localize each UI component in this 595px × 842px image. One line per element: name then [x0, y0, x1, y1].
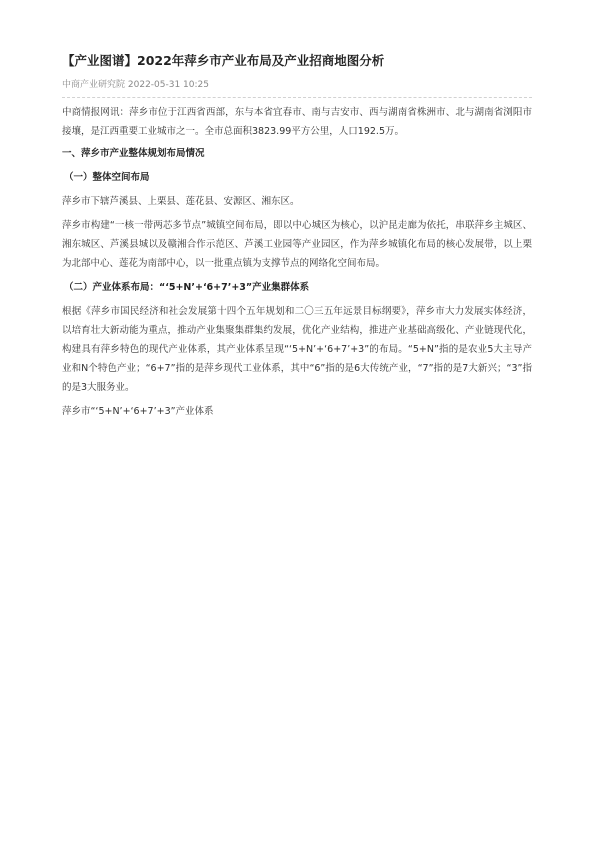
spatial-layout-paragraph: 萍乡市构建“一核一带两芯多节点”城镇空间布局，即以中心城区为核心，以沪昆走廊为依托，串联萍乡主城区、湘东城区、芦溪县城以及赣湘合作示范区、芦溪工业园等产业园区，作为萍乡城镇化布局的核心发展带，以上栗为北部中心、莲花为南部中心，以一批重点镇为支撑节点的网络化空间布局。 — [62, 220, 532, 269]
article-date: 2022-05-31 10:25 — [127, 80, 209, 90]
industry-system-caption: 萍乡市“‘5+N’+‘6+7’+3”产业体系 — [62, 406, 214, 417]
section-heading-overall-layout: 一、萍乡市产业整体规划布局情况 — [62, 148, 205, 159]
article-meta — [62, 79, 532, 92]
article — [62, 52, 532, 421]
article-source: 中商产业研究院 — [62, 80, 126, 90]
intro-paragraph: 中商情报网讯：萍乡市位于江西省西部，东与本省宜春市、南与吉安市、西与湖南省株洲市、北与湖南省浏阳市接壤，是江西重要工业城市之一。全市总面积3823.99平方公里，人口192.5万。 — [62, 107, 532, 137]
article-title: 【产业图谱】2022年萍乡市产业布局及产业招商地图分析 — [62, 53, 385, 68]
industry-system-paragraph: 根据《萍乡市国民经济和社会发展第十四个五年规划和二〇三五年远景目标纲要》，萍乡市大力发展实体经济，以培育壮大新动能为重点，推动产业集聚集群集约发展，优化产业结构，推进产业基础高级化、产业链现代化，构建具有萍乡特色的现代产业体系，其产业体系呈现“‘5+N’+‘6+7’+3”的布局。“5+N”指的是农业5大主导产业和N个特色产业；“6+7”指的是萍乡现代工业体系，其中“6”指的是6大传统产业，“7”指的是7大新兴；“3”指的是3大服务业。 — [62, 306, 532, 393]
header-divider — [62, 97, 532, 98]
spatial-districts-paragraph: 萍乡市下辖芦溪县、上栗县、莲花县、安源区、湘东区。 — [62, 196, 300, 207]
subsection-heading-spatial-layout: （一）整体空间布局 — [64, 172, 150, 183]
subsection-heading-industry-system: （二）产业体系布局：“‘5+N’+‘6+7’+3”产业集群体系 — [64, 282, 310, 293]
